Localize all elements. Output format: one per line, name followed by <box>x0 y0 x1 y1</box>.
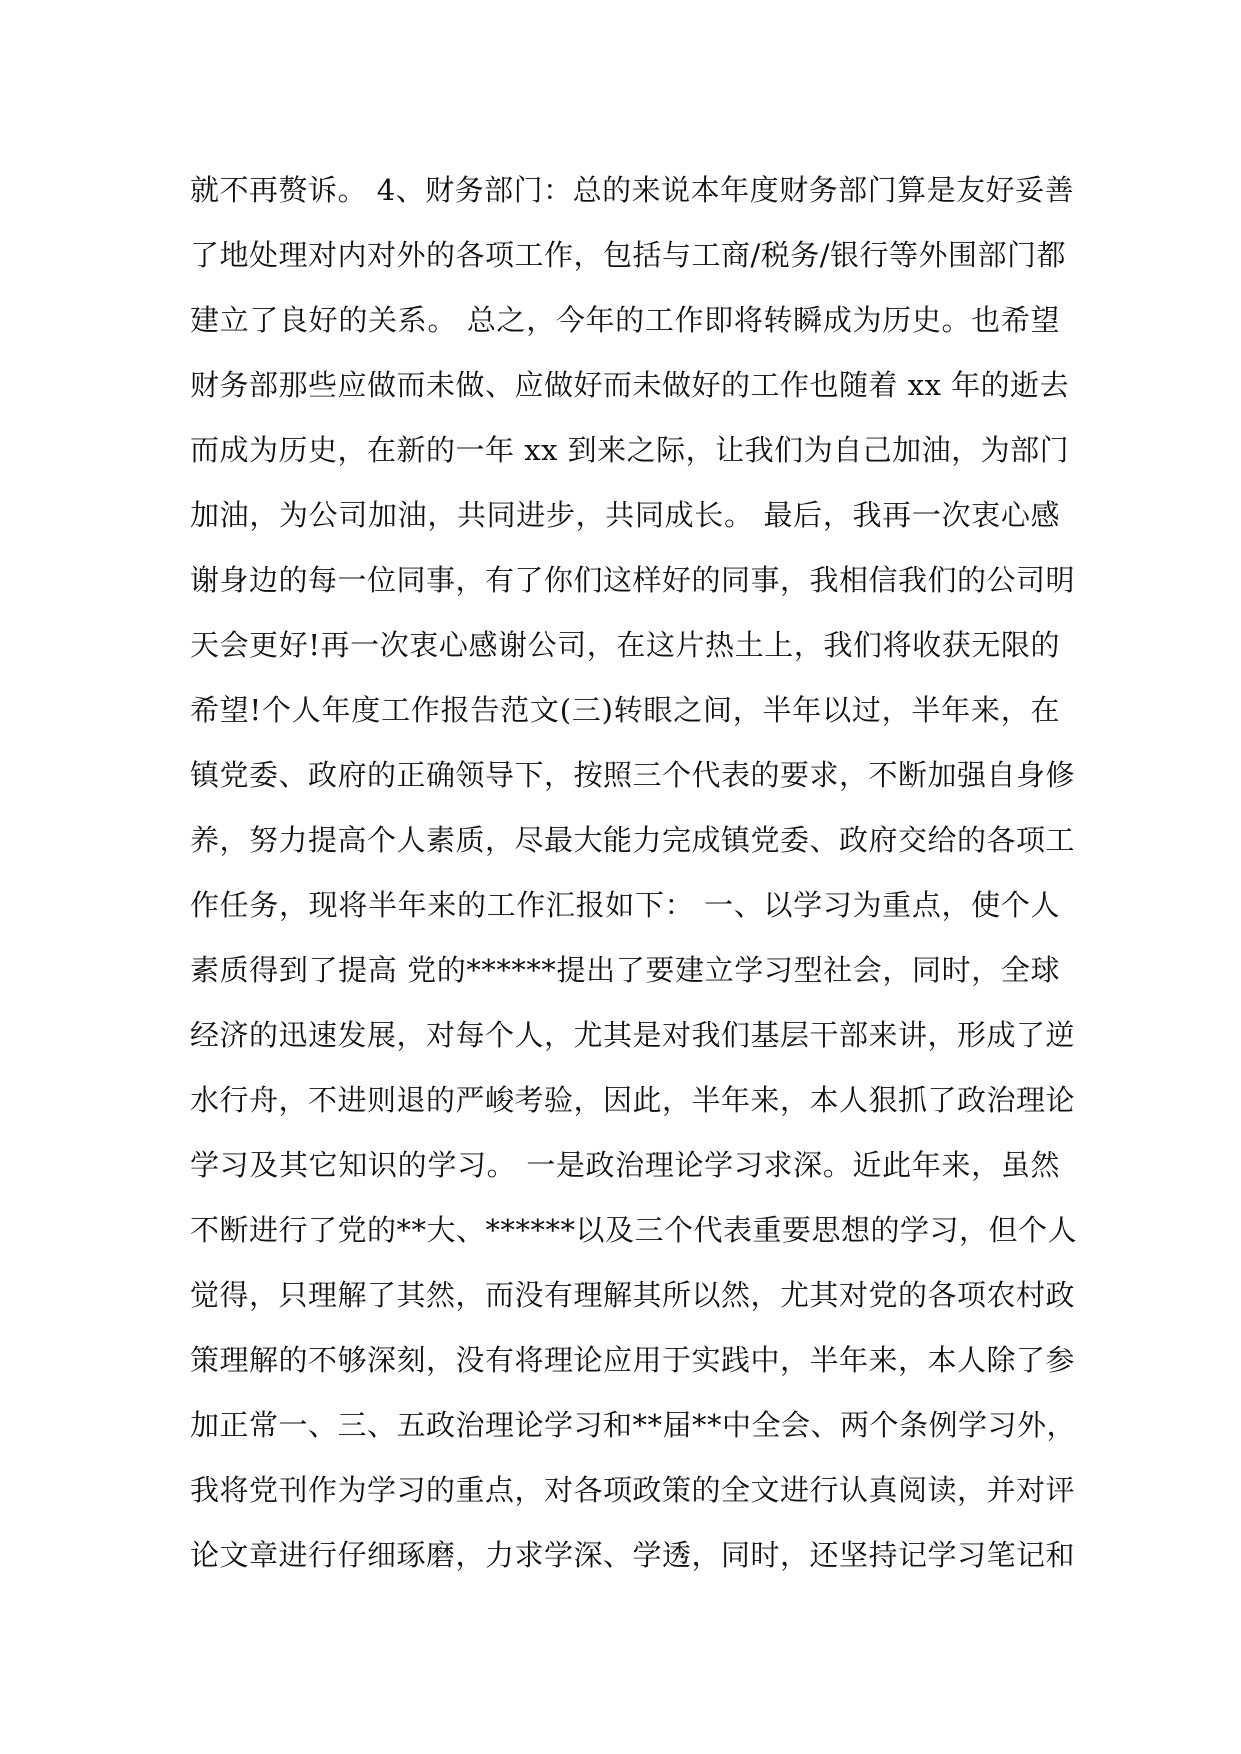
text-line: 就不再赘诉。 4、财务部门：总的来说本年度财务部门算是友好妥善 <box>190 173 1075 207</box>
text-line: 镇党委、政府的正确领导下，按照三个代表的要求，不断加强自身修 <box>190 758 1076 792</box>
text-line: 学习及其它知识的学习。 一是政治理论学习求深。近此年来，虽然 <box>190 1148 1060 1182</box>
text-line: 加正常一、三、五政治理论学习和**届**中全会、两个条例学习外， <box>190 1408 1077 1442</box>
text-line: 建立了良好的关系。 总之，今年的工作即将转瞬成为历史。也希望 <box>190 303 1060 337</box>
text-line: 而成为历史，在新的一年 xx 到来之际，让我们为自己加油，为部门 <box>190 433 1070 467</box>
text-line: 作任务，现将半年来的工作汇报如下： 一、以学习为重点，使个人 <box>190 888 1060 922</box>
text-line: 谢身边的每一位同事，有了你们这样好的同事，我相信我们的公司明 <box>190 563 1076 597</box>
text-line: 觉得，只理解了其然，而没有理解其所以然，尤其对党的各项农村政 <box>190 1278 1076 1312</box>
body-text <box>190 158 1078 1588</box>
text-line: 天会更好!再一次衷心感谢公司，在这片热土上，我们将收获无限的 <box>190 628 1060 662</box>
text-line: 策理解的不够深刻，没有将理论应用于实践中，半年来，本人除了参 <box>190 1343 1076 1377</box>
text-line: 我将党刊作为学习的重点，对各项政策的全文进行认真阅读，并对评 <box>190 1473 1076 1507</box>
text-line: 水行舟，不进则退的严峻考验，因此，半年来，本人狠抓了政治理论 <box>190 1083 1076 1117</box>
text-line: 希望!个人年度工作报告范文(三)转眼之间，半年以过，半年来，在 <box>190 693 1060 727</box>
text-line: 了地处理对内对外的各项工作，包括与工商/税务/银行等外围部门都 <box>190 238 1067 272</box>
text-line: 经济的迅速发展，对每个人，尤其是对我们基层干部来讲，形成了逆 <box>190 1018 1076 1052</box>
text-line: 不断进行了党的**大、******以及三个代表重要思想的学习，但个人 <box>190 1213 1078 1247</box>
text-line: 养，努力提高个人素质，尽最大能力完成镇党委、政府交给的各项工 <box>190 823 1076 857</box>
text-line: 财务部那些应做而未做、应做好而未做好的工作也随着 xx 年的逝去 <box>190 368 1070 402</box>
text-line: 论文章进行仔细琢磨，力求学深、学透，同时，还坚持记学习笔记和 <box>190 1538 1076 1572</box>
text-line: 加油，为公司加油，共同进步，共同成长。 最后，我再一次衷心感 <box>190 498 1060 532</box>
text-line: 素质得到了提高 党的******提出了要建立学习型社会，同时，全球 <box>190 953 1060 987</box>
